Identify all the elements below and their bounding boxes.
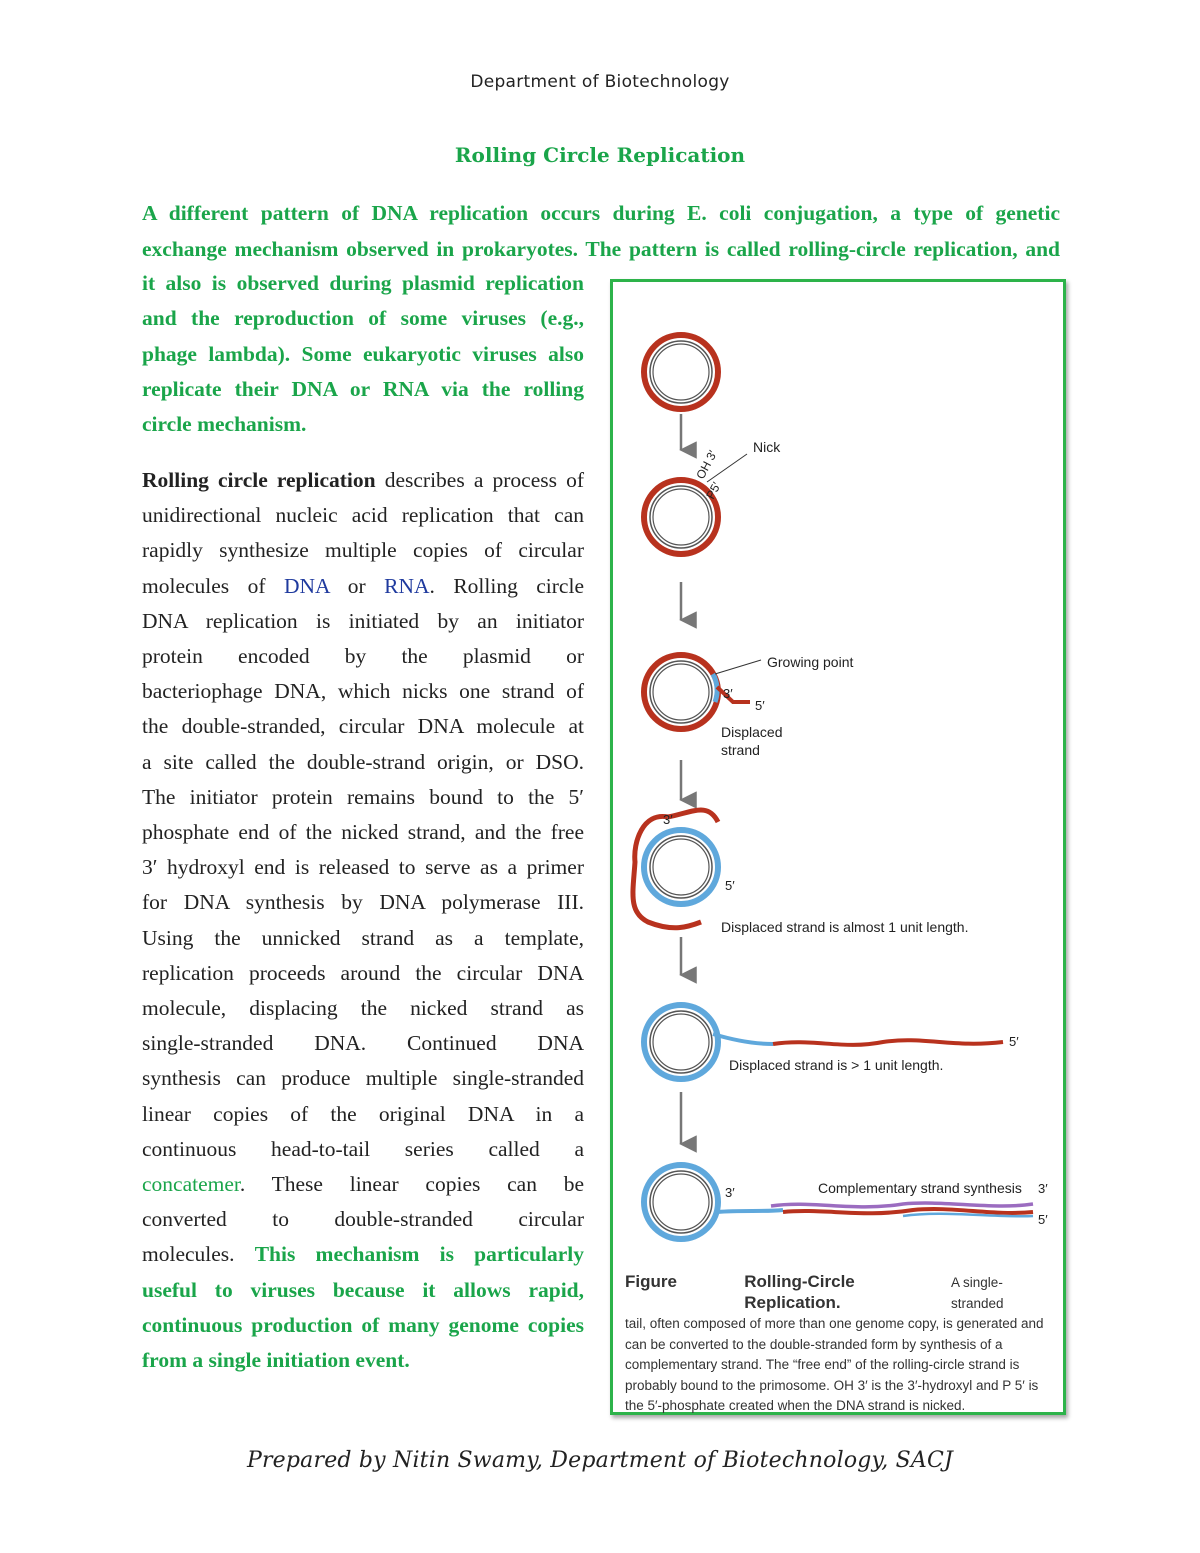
body-line: for DNA synthesis by DNA polymerase III. bbox=[142, 890, 584, 915]
body-line: phosphate end of the nicked strand, and the free bbox=[142, 820, 584, 845]
p5-label: P5′ bbox=[703, 479, 724, 502]
body-line: The initiator protein remains bound to the 5′ bbox=[142, 784, 584, 809]
growing-point-label: Growing point bbox=[767, 654, 854, 670]
highlight-line: from a single initiation event. bbox=[142, 1348, 410, 1373]
three-prime-label: 3′ bbox=[663, 812, 673, 827]
more-than-one-unit-label: Displaced strand is > 1 unit length. bbox=[729, 1057, 944, 1073]
three-prime-label: 3′ bbox=[723, 686, 733, 701]
three-prime-label: 3′ bbox=[725, 1185, 735, 1200]
stage-5-circle bbox=[644, 1005, 1019, 1079]
five-prime-label: 5′ bbox=[1038, 1212, 1048, 1227]
stage-1-circle bbox=[644, 335, 718, 409]
body-line: synthesis can produce multiple single-stranded bbox=[142, 1066, 584, 1091]
body-line: rapidly synthesize multiple copies of circular bbox=[142, 538, 584, 563]
caption-figure-word: Figure bbox=[625, 1272, 677, 1291]
body-line: replication proceeds around the circular DNA bbox=[142, 960, 584, 985]
highlight-text: This mechanism is particularly bbox=[254, 1242, 584, 1267]
caption-heading bbox=[625, 1272, 1053, 1314]
term-bold: Rolling circle replication bbox=[142, 468, 376, 492]
intro-line: it also is observed during plasmid replication bbox=[142, 271, 584, 295]
body-line: Using the unnicked strand as a template, bbox=[142, 925, 584, 950]
replication-diagram bbox=[613, 282, 1063, 1272]
body-line: DNA replication is initiated by an initiator bbox=[142, 608, 584, 633]
body-line: molecule, displacing the nicked strand as bbox=[142, 996, 584, 1021]
caption-title: Rolling-Circle Replication. bbox=[744, 1272, 855, 1312]
almost-one-unit-label: Displaced strand is almost 1 unit length. bbox=[721, 919, 969, 935]
intro-line: exchange mechanism observed in prokaryotes. The pattern is called rolling-circle replication, and bbox=[142, 236, 1060, 261]
body-text-span: describes a process of bbox=[375, 468, 584, 492]
intro-line: circle mechanism. bbox=[142, 412, 307, 437]
body-line: single-stranded DNA. Continued DNA bbox=[142, 1031, 584, 1056]
body-line: 3′ hydroxyl end is released to serve as a primer bbox=[142, 855, 584, 880]
stage-6-circle bbox=[644, 1165, 1048, 1239]
intro-line: replicate their DNA or RNA via the rolling bbox=[142, 376, 584, 401]
intro-line: phage lambda). Some eukaryotic viruses also bbox=[142, 341, 584, 366]
body-line: the double-stranded, circular DNA molecule at bbox=[142, 714, 584, 739]
intro-line: A different pattern of DNA replication occurs during E. coli conjugation, a type of genetic bbox=[142, 201, 1060, 225]
page-header: Department of Biotechnology bbox=[470, 72, 730, 92]
rna-link[interactable]: RNA bbox=[384, 573, 430, 598]
figure-caption bbox=[625, 1272, 1053, 1417]
body-text-span: . Rolling circle bbox=[429, 573, 584, 598]
body-paragraph bbox=[142, 463, 584, 1378]
displaced-label: Displaced bbox=[721, 724, 783, 740]
stage-3-circle bbox=[644, 654, 853, 758]
strand-label: strand bbox=[721, 742, 760, 758]
stage-2-circle bbox=[644, 439, 781, 554]
stage-4-circle bbox=[633, 810, 969, 935]
rolling-circle-figure bbox=[610, 279, 1066, 1415]
body-line: linear copies of the original DNA in a bbox=[142, 1101, 584, 1126]
caption-lead: A single-stranded bbox=[951, 1275, 1004, 1311]
body-line bbox=[142, 569, 584, 604]
intro-paragraph-top bbox=[142, 196, 1060, 267]
body-line: converted to double-stranded circular bbox=[142, 1207, 584, 1232]
body-text-span: molecules. bbox=[142, 1242, 255, 1267]
highlight-line: useful to viruses because it allows rapid, bbox=[142, 1277, 584, 1302]
body-text-span: molecules of bbox=[142, 573, 284, 598]
body-line bbox=[142, 1237, 584, 1272]
five-prime-label: 5′ bbox=[725, 878, 735, 893]
body-text-span: or bbox=[329, 573, 385, 598]
body-line: a site called the double-strand origin, or DSO. bbox=[142, 749, 584, 774]
oh3-label: OH 3′ bbox=[693, 448, 720, 482]
body-line: bacteriophage DNA, which nicks one strand of bbox=[142, 679, 584, 704]
complementary-label: Complementary strand synthesis bbox=[818, 1180, 1022, 1196]
caption-text: tail, often composed of more than one genome copy, is generated and can be converted to the double-stranded form by synthesis of a complementary strand. The “free end” of the rolling-circle strand is probably bound to the primosome. OH 3′ is the 3′-hydroxyl and P 5′ is the 5′-phosphate created when the DNA strand is nicked. bbox=[625, 1316, 1044, 1413]
body-line: continuous head-to-tail series called a bbox=[142, 1136, 584, 1161]
body-line bbox=[142, 463, 584, 498]
intro-line: and the reproduction of some viruses (e.g., bbox=[142, 306, 584, 331]
highlight-line: continuous production of many genome copies bbox=[142, 1312, 584, 1337]
three-prime-label: 3′ bbox=[1038, 1181, 1048, 1196]
page-title: Rolling Circle Replication bbox=[454, 143, 746, 167]
concatemer-link[interactable]: concatemer bbox=[142, 1172, 240, 1197]
five-prime-label: 5′ bbox=[755, 698, 765, 713]
body-line bbox=[142, 1167, 584, 1202]
five-prime-label: 5′ bbox=[1009, 1034, 1019, 1049]
intro-paragraph-side bbox=[142, 266, 584, 442]
body-line: protein encoded by the plasmid or bbox=[142, 644, 584, 669]
body-line: unidirectional nucleic acid replication that can bbox=[142, 503, 584, 528]
dna-link[interactable]: DNA bbox=[283, 573, 330, 598]
page-footer: Prepared by Nitin Swamy, Department of Biotechnology, SACJ bbox=[246, 1448, 954, 1473]
body-text-span: . These linear copies can be bbox=[239, 1172, 584, 1197]
nick-label: Nick bbox=[753, 439, 781, 455]
